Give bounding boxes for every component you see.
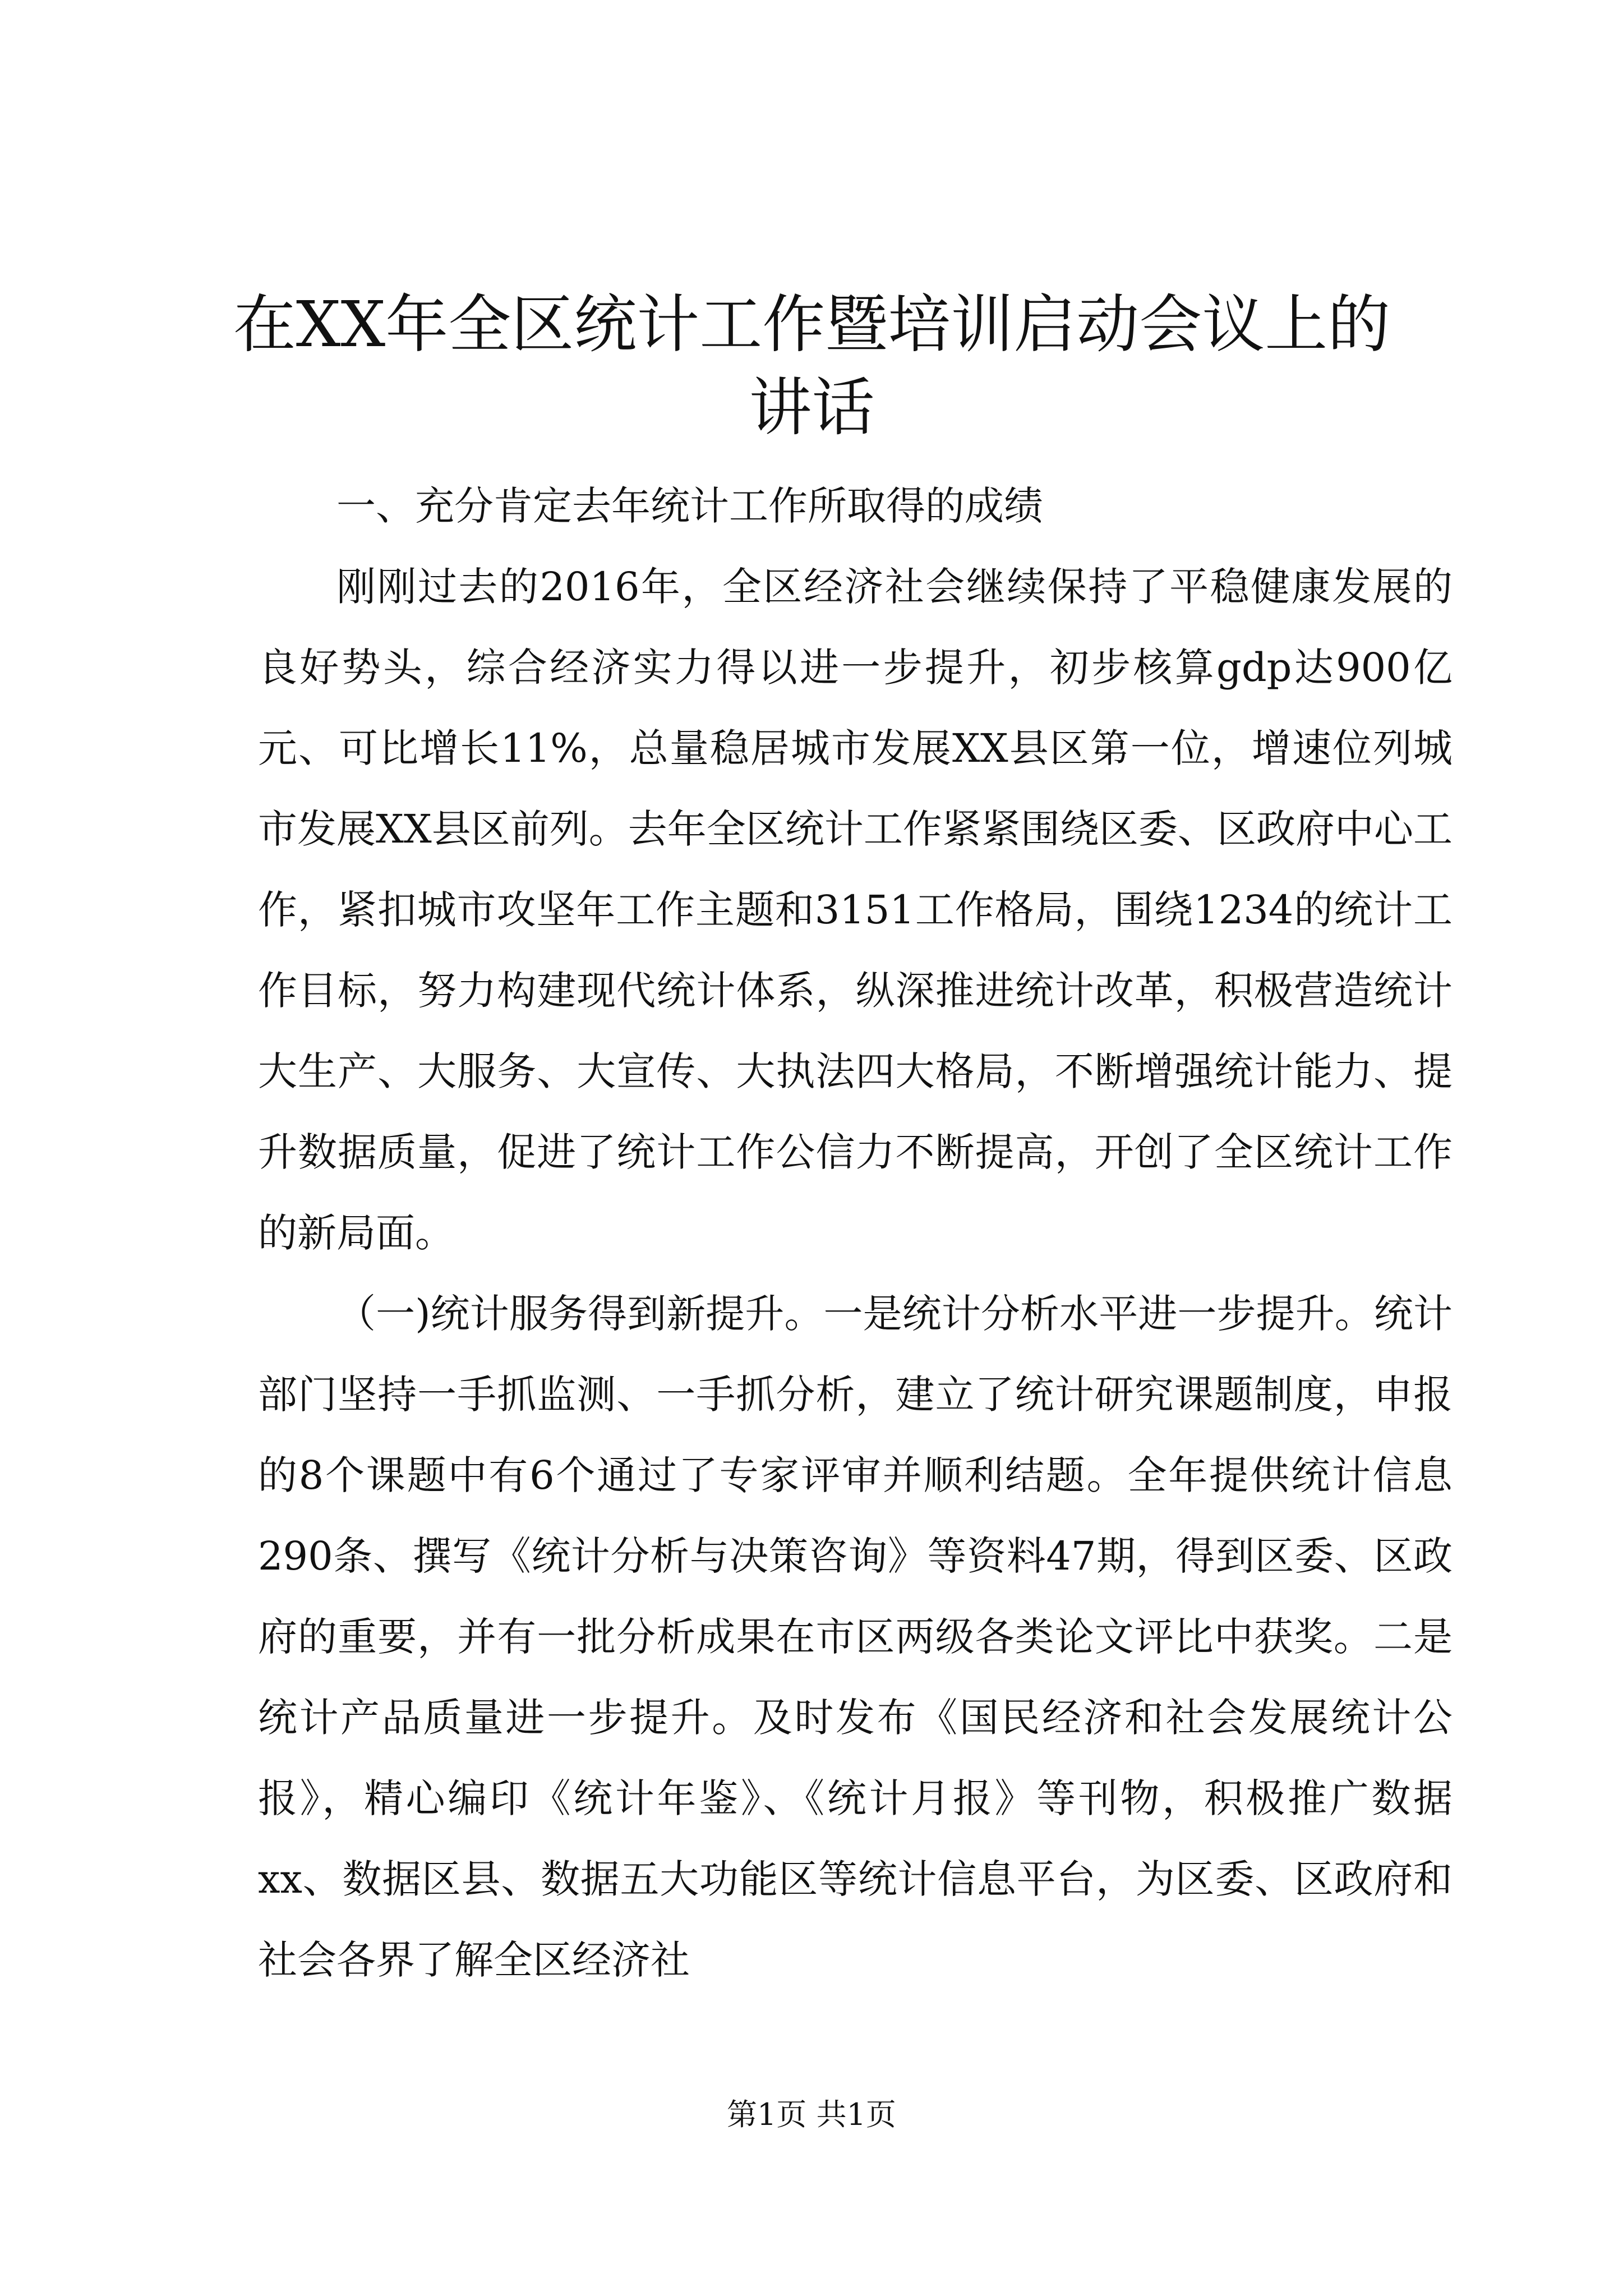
document-title: 在XX年全区统计工作暨培训启动会议上的讲话 [233, 288, 1391, 444]
section-heading: 一、充分肯定去年统计工作所取得的成绩 [336, 483, 1043, 529]
body-paragraph: 刚刚过去的2016年，全区经济社会继续保持了平稳健康发展的良好势头，综合经济实力得以进一步提升，初步核算gdp达900亿元、可比增长11%，总量稳居城市发展XX县区第一位，增速位列城市发展XX县区前列。去年全区统计工作紧紧围绕区委、区政府中心工作，紧扣城市攻坚年工作主题和3151工作格局，围绕1234的统计工作目标，努力构建现代统计体系，纵深推进统计改革，积极营造统计大生产、大服务、大宣传、大执法四大格局，不断增强统计能力、提升数据质量，促进了统计工作公信力不断提高，开创了全区统计工作的新局面。 [258, 564, 1453, 1256]
page-footer: 第1页 共1页 [727, 2097, 896, 2132]
body-paragraph: （一)统计服务得到新提升。一是统计分析水平进一步提升。统计部门坚持一手抓监测、一手抓分析，建立了统计研究课题制度，申报的8个课题中有6个通过了专家评审并顺利结题。全年提供统计信息290条、撰写《统计分析与决策咨询》等资料47期，得到区委、区政府的重要，并有一批分析成果在市区两级各类论文评比中获奖。二是统计产品质量进一步提升。及时发布《国民经济和社会发展统计公报》，精心编印《统计年鉴》、《统计月报》等刊物，积极推广数据xx、数据区县、数据五大功能区等统计信息平台，为区委、区政府和社会各界了解全区经济社 [258, 1291, 1453, 1983]
document-body [258, 466, 1453, 2000]
